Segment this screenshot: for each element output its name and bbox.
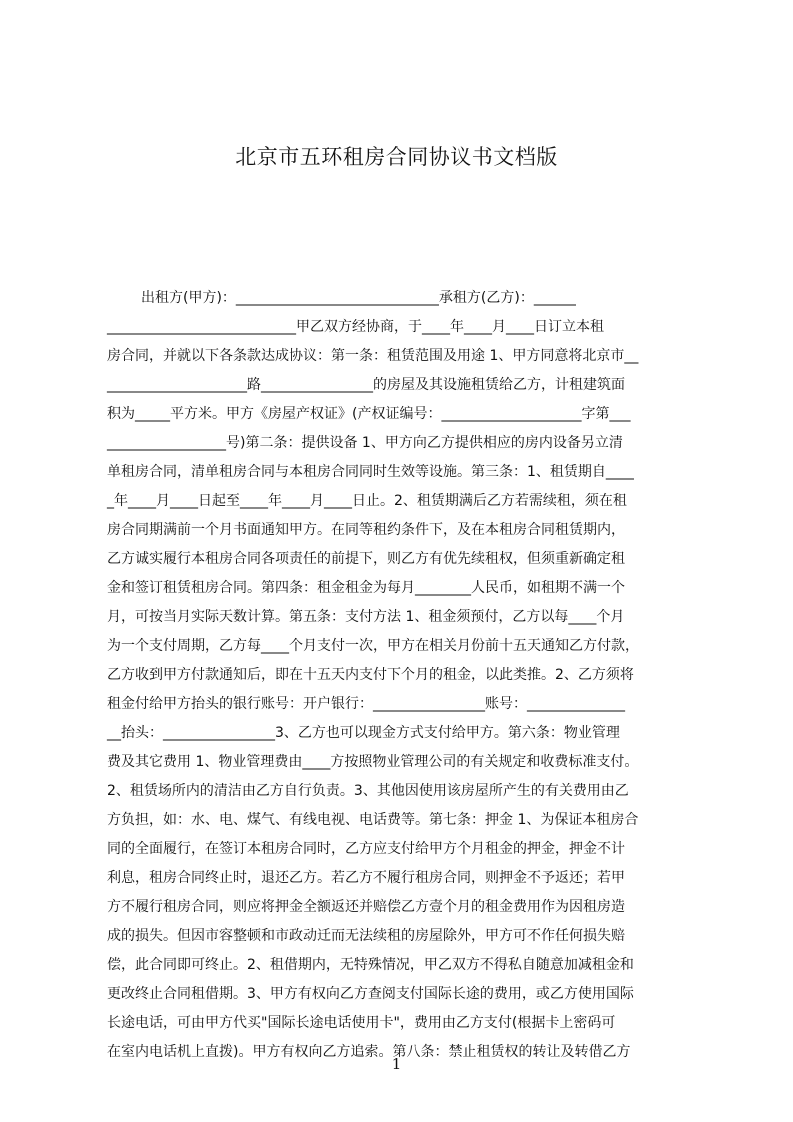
text-line: 积为_____平方米。甲方《房屋产权证》(产权证编号：____________________字第___ <box>107 406 631 422</box>
text-line: 出租方(甲方)：_____________________________承租方(乙方)：______ <box>141 290 576 306</box>
text-line: ___________________________甲乙双方经协商，于____年____月____日订立本租 <box>107 319 604 335</box>
text-line: 租金付给甲方抬头的银行账号：开户银行：________________账号：______________ <box>107 696 625 712</box>
text-line: 偿，此合同即可终止。2、租借期内，无特殊情况，甲乙双方不得私自随意加减租金和 <box>107 957 634 973</box>
text-line: 方负担，如：水、电、煤气、有线电视、电话费等。第七条：押金 1、为保证本租房合 <box>107 812 639 828</box>
text-line: 利息，租房合同终止时，退还乙方。若乙方不履行租房合同，则押金不予返还；若甲 <box>107 870 625 886</box>
text-line: _________________号)第二条：提供设备 1、甲方向乙方提供相应的房内设备另立清 <box>107 435 623 451</box>
text-line: 长途电话，可由甲方代买"国际长途电话使用卡"，费用由乙方支付(根据卡上密码可 <box>107 1015 616 1031</box>
text-line: 在室内电话机上直拨)。甲方有权向乙方追索。第八条：禁止租赁权的转让及转借乙方 <box>107 1044 631 1060</box>
text-line: 同的全面履行，在签订本租房合同时，乙方应支付给甲方个月租金的押金，押金不计 <box>107 841 625 857</box>
text-line: 为一个支付周期，乙方每____个月支付一次，甲方在相关月份前十五天通知乙方付款， <box>107 638 639 654</box>
text-line: 金和签订租赁租房合同。第四条：租金租金为每月________人民币，如租期不满一个 <box>107 580 625 596</box>
text-line: 2、租赁场所内的清洁由乙方自行负责。3、其他因使用该房屋所产生的有关费用由乙 <box>107 783 629 799</box>
text-line: _年____月____日起至____年____月____日止。2、租赁期满后乙方若需续租，须在租 <box>107 493 627 509</box>
text-line: 方不履行租房合同，则应将押金全额返还并赔偿乙方壹个月的租金费用作为因租房造 <box>107 899 625 915</box>
text-line: __抬头：________________3、乙方也可以现金方式支付给甲方。第六条：物业管理 <box>107 725 620 741</box>
text-line: 房合同期满前一个月书面通知甲方。在同等租约条件下，及在本租房合同租赁期内， <box>107 522 625 538</box>
page-number: 1 <box>391 1055 402 1073</box>
text-line: ____________________路________________的房屋及其设施租赁给乙方，计租建筑面 <box>107 377 625 393</box>
text-line: 乙方诚实履行本租房合同各项责任的前提下，则乙方有优先续租权，但须重新确定租 <box>107 551 625 567</box>
text-line: 费及其它费用 1、物业管理费由____方按照物业管理公司的有关规定和收费标准支付。 <box>107 754 639 770</box>
text-line: 单租房合同，清单租房合同与本租房合同同时生效等设施。第三条：1、租赁期自____ <box>107 464 634 480</box>
text-line: 成的损失。但因市容整顿和市政动迁而无法续租的房屋除外，甲方可不作任何损失赔 <box>107 928 625 944</box>
text-line: 房合同，并就以下各条款达成协议：第一条：租赁范围及用途 1、甲方同意将北京市__ <box>107 348 639 364</box>
document-title: 北京市五环租房合同协议书文档版 <box>235 145 558 169</box>
text-line: 更改终止合同租借期。3、甲方有权向乙方查阅支付国际长途的费用，或乙方使用国际 <box>107 986 634 1002</box>
text-line: 乙方收到甲方付款通知后，即在十五天内支付下个月的租金，以此类推。2、乙方须将 <box>107 667 634 683</box>
contract-body <box>107 284 699 1060</box>
text-line: 月，可按当月实际天数计算。第五条：支付方法 1、租金须预付，乙方以每____个月 <box>107 609 625 625</box>
